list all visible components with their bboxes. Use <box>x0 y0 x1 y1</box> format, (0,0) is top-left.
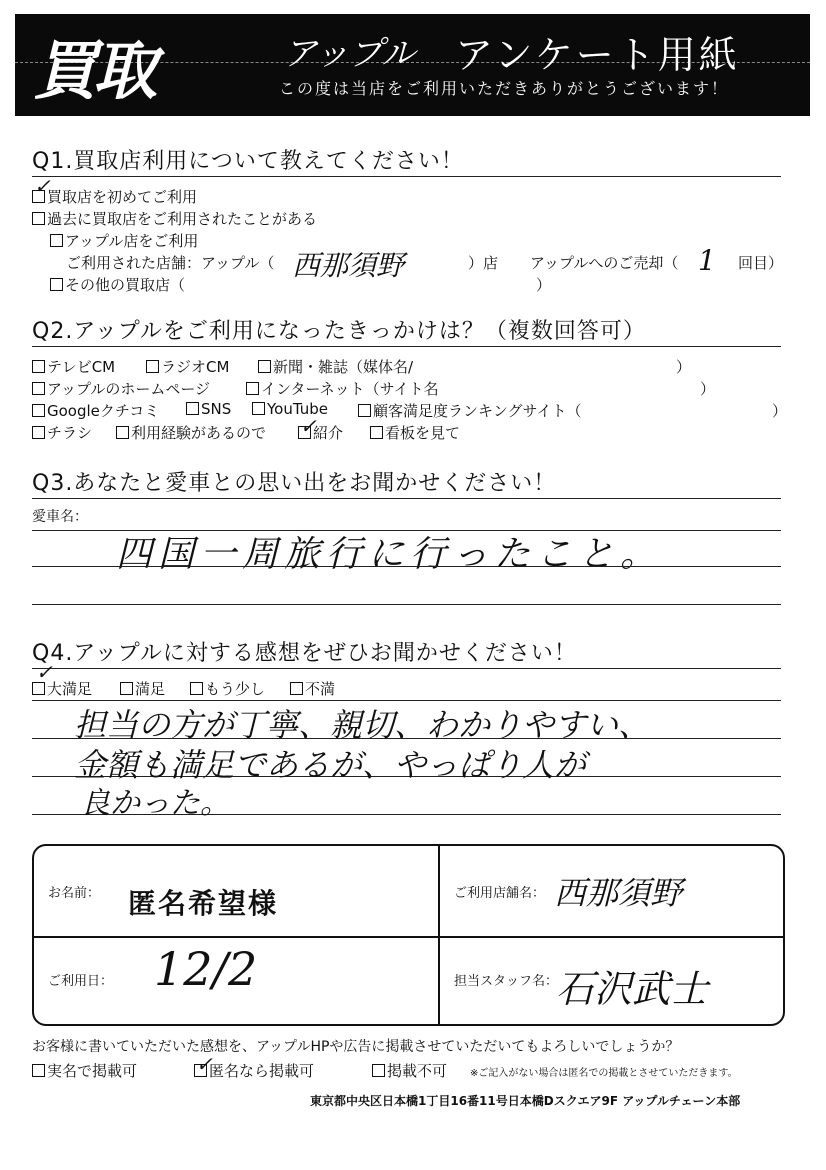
checkbox[interactable] <box>32 360 45 373</box>
consent-anonymous[interactable]: 匿名なら掲載可 <box>194 1060 314 1081</box>
q3-rule <box>32 498 781 499</box>
header-subtitle: この度は当店をご利用いただきありがとうございます！ <box>279 79 730 98</box>
q2-newspaper[interactable]: 新聞・雑誌（媒体名/ <box>258 356 413 377</box>
date-value: 12/2 <box>154 942 258 996</box>
checkbox[interactable] <box>290 682 303 695</box>
q2-tvcm[interactable]: テレビCM <box>32 356 115 377</box>
staff-value: 石沢武士 <box>556 967 709 1011</box>
q2-signboard[interactable]: 看板を見て <box>370 422 460 443</box>
store-value: 西那須野 <box>554 874 683 912</box>
checkbox[interactable] <box>246 382 259 395</box>
q3-line <box>32 604 781 605</box>
q3-title: Q3.あなたと愛車との思い出をお聞かせください！ <box>32 471 557 496</box>
checkbox[interactable] <box>258 360 271 373</box>
consent-real-name[interactable]: 実名で掲載可 <box>32 1060 137 1081</box>
q1-store-suffix: ）店 <box>468 254 499 272</box>
q2-google[interactable]: Googleクチコミ <box>32 400 159 421</box>
q2-internet[interactable]: インターネット（サイト名 <box>246 378 439 399</box>
q4-answer-line1: 担当の方が丁寧、親切、わかりやすい、 <box>74 706 651 744</box>
checkbox[interactable] <box>358 404 371 417</box>
date-label: ご利用日： <box>48 974 114 989</box>
consent-question: お客様に書いていただいた感想を、アップルHPや広告に掲載させていただいてもよろしいでしょうか？ <box>32 1039 680 1055</box>
checkbox[interactable] <box>252 402 265 415</box>
q2-flyer[interactable]: チラシ <box>32 422 92 443</box>
name-value: 匿名希望様 <box>128 887 279 920</box>
q2-homepage[interactable]: アップルのホームページ <box>32 378 210 399</box>
q4-very-satisfied[interactable]: 大満足 <box>32 678 92 699</box>
store-label: ご利用店舗名： <box>454 886 546 901</box>
q3-answer: 四国一周旅行に行ったこと。 <box>116 534 663 575</box>
q1-other-close: ） <box>536 276 552 294</box>
q1-rule <box>32 176 781 177</box>
q1-count-value: 1 <box>698 244 716 277</box>
q2-rule <box>32 346 781 347</box>
q4-somewhat[interactable]: もう少し <box>190 678 265 699</box>
q4-rule <box>32 668 781 669</box>
checkbox[interactable] <box>32 426 45 439</box>
checkbox[interactable] <box>372 1064 385 1077</box>
q2-ranking[interactable]: 顧客満足度ランキングサイト（ <box>358 400 582 421</box>
consent-note: ※ご記入がない場合は匿名での掲載とさせていただきます。 <box>470 1068 738 1079</box>
checkbox[interactable] <box>146 360 159 373</box>
q4-title: Q4.アップルに対する感想をぜひお聞かせください！ <box>32 641 577 666</box>
q1-store-label: ご利用された店舗：アップル（ <box>66 254 275 272</box>
checkbox[interactable] <box>32 212 45 225</box>
checkbox[interactable] <box>32 382 45 395</box>
q2-sns[interactable]: SNS <box>186 400 231 418</box>
q4-dissatisfied[interactable]: 不満 <box>290 678 335 699</box>
apple-logo: アップル <box>283 34 416 74</box>
q2-paren-close: ） <box>676 358 692 376</box>
checkbox-checked[interactable] <box>32 682 45 695</box>
checkbox[interactable] <box>32 404 45 417</box>
q1-count-suffix: 回目） <box>738 254 784 272</box>
checkbox[interactable] <box>190 682 203 695</box>
q1-title: Q1.買取店利用について教えてください！ <box>32 149 464 174</box>
q2-radiocm[interactable]: ラジオCM <box>146 356 229 377</box>
checkbox[interactable] <box>120 682 133 695</box>
footer-address: 東京都中央区日本橋1丁目16番11号日本橋Dスクエア9F アップルチェーン本部 <box>310 1094 741 1108</box>
q4-answer-line2: 金額も満足であるが、やっぱり人が <box>74 746 587 784</box>
q1-opt-first[interactable]: 買取店を初めてご利用 <box>32 186 197 207</box>
checkbox[interactable] <box>116 426 129 439</box>
q2-youtube[interactable]: YouTube <box>252 400 328 418</box>
q1-opt-past[interactable]: 過去に買取店をご利用されたことがある <box>32 208 317 229</box>
info-divider-v <box>438 846 440 1024</box>
check-mark: ✓ <box>34 174 51 198</box>
checkbox[interactable] <box>370 426 383 439</box>
info-divider-h <box>34 936 783 938</box>
q1-opt-apple[interactable]: アップル店をご利用 <box>50 230 198 251</box>
customer-info-box <box>32 844 785 1026</box>
q1-count-label: アップルへのご売却（ <box>530 254 679 272</box>
check-mark: ✓ <box>36 660 53 684</box>
form-header <box>15 14 810 116</box>
consent-no[interactable]: 掲載不可 <box>372 1060 447 1081</box>
checkbox[interactable] <box>50 234 63 247</box>
q2-experience[interactable]: 利用経験があるので <box>116 422 266 443</box>
staff-label: 担当スタッフ名： <box>454 974 559 989</box>
q2-title: Q2.アップルをご利用になったきっかけは？（複数回答可） <box>32 319 646 344</box>
q1-store-value: 西那須野 <box>292 249 405 282</box>
checkbox[interactable] <box>186 402 199 415</box>
checkbox[interactable] <box>32 1064 45 1077</box>
header-title: アンケート用紙 <box>455 33 740 77</box>
q2-paren-close: ） <box>700 380 716 398</box>
header-kaitori: 買取 <box>33 35 153 109</box>
q1-opt-other[interactable]: その他の買取店（ <box>50 274 185 295</box>
q3-line <box>32 530 781 531</box>
check-mark: ✓ <box>300 414 317 438</box>
q2-referral[interactable]: 紹介 <box>298 422 343 443</box>
name-label: お名前： <box>48 886 101 901</box>
q4-satisfied[interactable]: 満足 <box>120 678 165 699</box>
checkbox[interactable] <box>50 278 63 291</box>
q2-paren-close: ） <box>772 402 788 420</box>
q4-answer-line3: 良かった。 <box>80 786 230 821</box>
q3-car-label: 愛車名： <box>32 509 88 525</box>
q3-line <box>32 566 781 567</box>
check-mark: ✓ <box>196 1052 213 1076</box>
